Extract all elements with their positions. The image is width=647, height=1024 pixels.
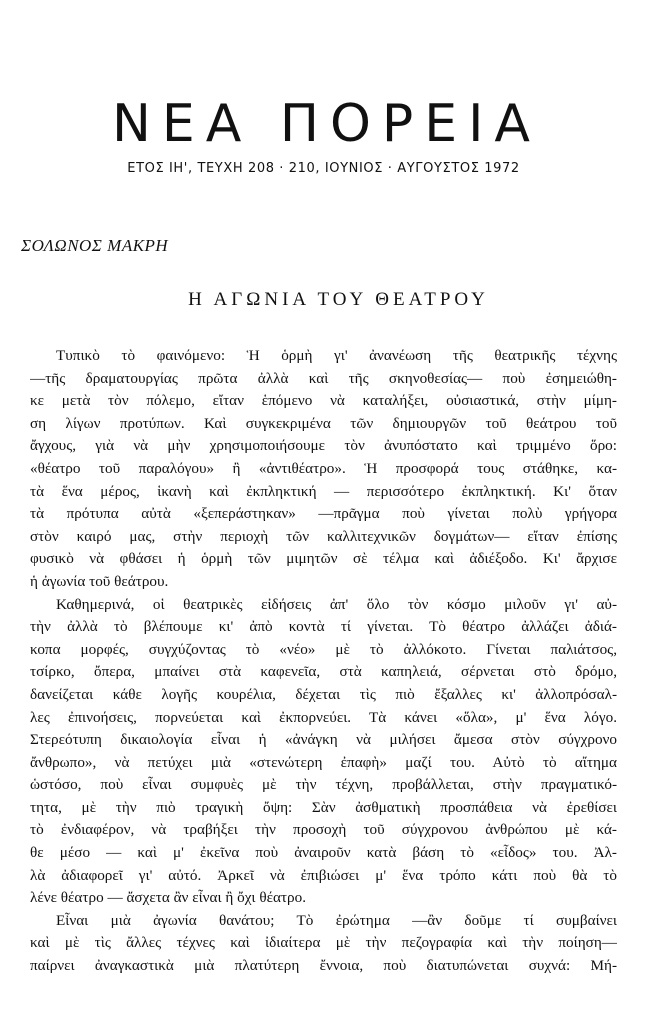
text-line: ἄνθρωπο», νὰ πετύχει μιὰ «στενώτερη ἐπαφὴ» μαζί του. Αὐτὸ τὸ αἴτημα <box>30 753 617 771</box>
text-line: κε μετὰ τὸν πόλεμο, εἴταν ἑπόμενο νὰ καταλήξει, οὐσιαστικά, στὴν μίμη- <box>30 392 617 410</box>
text-line: τητα, μὲ τὴν πιὸ τραγικὴ ὄψη: Σὰν ἀσθματικὴ προσπάθεια νὰ ἐρεθίσει <box>30 798 617 816</box>
text-line: θε μέσο — καὶ μ' ἐκεῖνα ποὺ ἀναιροῦν κατὰ βάση τὸ «εἶδος» του. Ἀλ- <box>30 844 617 862</box>
text-line: τσίρκο, ὄπερα, μπαίνει στὰ καφενεῖα, στὰ καπηλειά, σέρνεται στὸ δρόμο, <box>30 663 617 681</box>
text-line: Τυπικὸ τὸ φαινόμενο: Ἡ ὁρμὴ γι' ἀνανέωση τῆς θεατρικῆς τέχνης <box>56 347 617 364</box>
text-line: λὰ ἀδιαφορεῖ γι' αὐτό. Ἀρκεῖ νὰ ἐπιβιώσει μ' ἕνα τρόπο κάτι ποὺ θὰ τὸ <box>30 866 617 884</box>
text-line: ἡ ἀγωνία τοῦ θεάτρου. <box>30 572 169 590</box>
text-line: Εἶναι μιὰ ἀγωνία θανάτου; Τὸ ἐρώτημα —ἂν δοῦμε τί συμβαίνει <box>56 911 617 929</box>
article-body <box>30 345 617 978</box>
text-line: Στερεότυπη δικαιολογία εἶναι ἡ «ἀνάγκη νὰ μιλήσει ἄμεσα στὸν σύγχρονο <box>30 731 617 749</box>
text-line: λένε θέατρο — ἄσχετα ἂν εἶναι ἢ ὄχι θέατρο. <box>30 889 307 907</box>
text-line: λες ἐπινοήσεις, πορνεύεται καὶ ἐκπορνεύει. Τὰ κάνει «ὅλα», μ' ἕνα λόγο. <box>30 708 617 726</box>
text-line: φυσικὸ νὰ φθάσει ἡ ὁρμὴ τῶν μιμητῶν σὲ τέλμα καὶ ἀδιέξοδο. Κι' ἄρχισε <box>30 550 617 568</box>
issue-line: ΕΤΟΣ ΙΗ', ΤΕΥΧΗ 208 · 210, ΙΟΥΝΙΟΣ · ΑΥΓΟΥΣΤΟΣ 1972 <box>127 161 520 176</box>
text-line: —τῆς δραματουργίας πρῶτα ἀλλὰ καὶ τῆς σκηνοθεσίας— ποὺ ἐσημειώθη- <box>30 369 617 387</box>
text-line: τὸ ἐνδιαφέρον, νὰ τραβήξει τὴν προσοχὴ τοῦ σύγχρονου ἀνθρώπου μὲ κά- <box>30 821 617 839</box>
text-line: ἄγχους, γιὰ νὰ μὴν χρησιμοποιήσουμε τὸν ἀνυπόστατο καὶ τριμμένο ὅρο: <box>30 437 617 455</box>
article-title: Η ΑΓΩΝΙΑ ΤΟΥ ΘΕΑΤΡΟΥ <box>188 289 489 310</box>
text-line: ση λίγων προτύπων. Καὶ συγκεκριμένα τῶν δημιουργῶν τοῦ θεάτρου τοῦ <box>30 414 617 432</box>
journal-title: ΝΕΑ ΠΟΡΕΙΑ <box>111 94 541 154</box>
text-line: Καθημερινά, οἱ θεατρικὲς εἰδήσεις ἀπ' ὅλο τὸν κόσμο μιλοῦν γι' αὐ- <box>56 595 617 613</box>
text-line: κοπα μορφές, συγχύζοντας τὸ «νέο» μὲ τὸ ἀλλόκοτο. Γίνεται παλιάτσος, <box>30 640 617 658</box>
text-line: τὰ πρότυπα αὐτὰ «ξεπεράστηκαν» —πρᾶγμα ποὺ γίνεται πολὺ γρήγορα <box>30 505 617 523</box>
text-line: «θέατρο τοῦ παραλόγου» ἢ «ἀντιθέατρο». Ἡ προσφορά τους στάθηκε, κα- <box>30 459 617 477</box>
text-line: παίρνει ἀναγκαστικὰ μιὰ πλατύτερη ἔννοια, ποὺ διατυπώνεται συχνά: Μή- <box>30 957 617 975</box>
text-line: δανείζεται κάθε λογῆς κουρέλια, δέχεται τὶς πιὸ ἔξαλλες κι' ἀλλοπρόσαλ- <box>30 685 617 703</box>
text-line: στὸν καιρό μας, στὴν περιοχὴ τῶν καλλιτεχνικῶν δογμάτων— εἴταν ἐπίσης <box>30 527 617 545</box>
text-line: ὡστόσο, ποὺ εἶναι συμφυὲς μὲ τὴν τέχνη, προβάλλεται, στὴν πραγματικό- <box>30 776 617 794</box>
text-line: τὰ ἕνα μέρος, ἱκανὴ καὶ ἐκπληκτική — περισσότερο ἐκπληκτική. Κι' ὅταν <box>30 482 617 500</box>
text-line: καὶ μὲ τὶς ἄλλες τέχνες καὶ ἰδιαίτερα μὲ τὴν πεζογραφία καὶ τὴν ποίηση— <box>30 934 617 952</box>
article-author: ΣΟΛΩΝΟΣ ΜΑΚΡΗ <box>21 236 169 255</box>
text-line: τὴν ἀλλὰ τὸ βλέπουμε κι' ἀπὸ κοντὰ τί γίνεται. Τὸ θέατρο ἀλλάζει ἀδιά- <box>30 618 617 636</box>
